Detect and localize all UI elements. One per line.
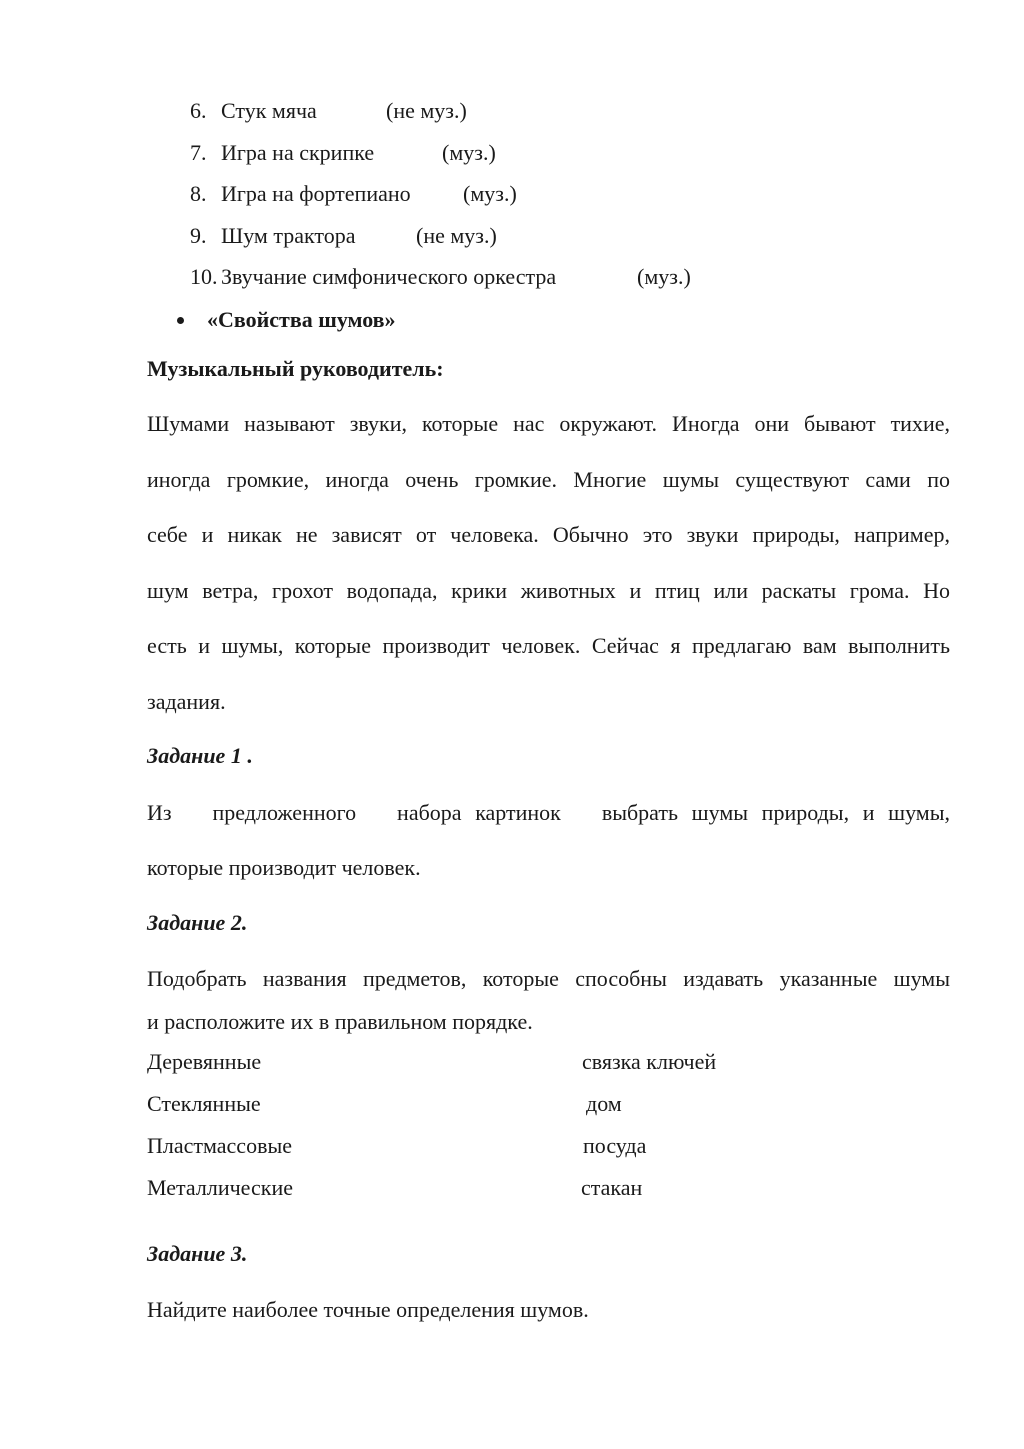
material-left: Деревянные — [147, 1049, 262, 1074]
list-item-tag: (муз.) — [637, 264, 691, 289]
object-right: связка ключей — [582, 1049, 717, 1074]
list-item-tag: (не муз.) — [416, 223, 497, 248]
task-title: Задание 1 . — [147, 743, 253, 768]
paragraph-line: Найдите наиболее точные определения шумов. — [147, 1297, 589, 1322]
list-item-text: Игра на скрипке — [221, 140, 375, 165]
paragraph-line: себе и никак не зависят от человека. Обычно это звуки природы, например, — [147, 522, 950, 547]
list-number: 6. — [190, 98, 207, 123]
list-item-text: Шум трактора — [221, 223, 356, 248]
list-number: 9. — [190, 223, 207, 248]
bullet-heading: «Свойства шумов» — [207, 307, 396, 332]
list-number: 7. — [190, 140, 207, 165]
list-number: 10. — [190, 264, 218, 289]
paragraph-line: Подобрать названия предметов, которые способны издавать указанные шумы — [147, 966, 950, 991]
object-right: посуда — [583, 1133, 647, 1158]
paragraph-line: Шумами называют звуки, которые нас окружают. Иногда они бывают тихие, — [147, 411, 950, 436]
paragraph-line: шум ветра, грохот водопада, крики животных и птиц или раскаты грома. Но — [147, 578, 950, 603]
object-right: дом — [586, 1091, 622, 1116]
task-title: Задание 2. — [147, 910, 248, 935]
list-item-text: Стук мяча — [221, 98, 317, 123]
paragraph-line: и расположите их в правильном порядке. — [147, 1009, 533, 1034]
speaker-label: Музыкальный руководитель: — [147, 356, 444, 381]
list-item-tag: (муз.) — [442, 140, 496, 165]
bullet-icon — [177, 317, 184, 324]
object-right: стакан — [581, 1175, 643, 1200]
list-number: 8. — [190, 181, 207, 206]
list-item-text: Игра на фортепиано — [221, 181, 411, 206]
paragraph-line: задания. — [147, 689, 226, 714]
paragraph-line: иногда громкие, иногда очень громкие. Многие шумы существуют сами по — [147, 467, 950, 492]
paragraph-line: Из предложенного набора картинок выбрать шумы природы, и шумы, — [147, 800, 950, 825]
paragraph-line: есть и шумы, которые производит человек. Сейчас я предлагаю вам выполнить — [147, 633, 950, 658]
list-item-tag: (муз.) — [463, 181, 517, 206]
task-title: Задание 3. — [147, 1241, 248, 1266]
material-left: Пластмассовые — [147, 1133, 293, 1158]
list-item-text: Звучание симфонического оркестра — [221, 264, 557, 289]
paragraph-line: которые производит человек. — [147, 855, 421, 880]
material-left: Стеклянные — [147, 1091, 261, 1116]
material-left: Металлические — [147, 1175, 293, 1200]
list-item-tag: (не муз.) — [386, 98, 467, 123]
